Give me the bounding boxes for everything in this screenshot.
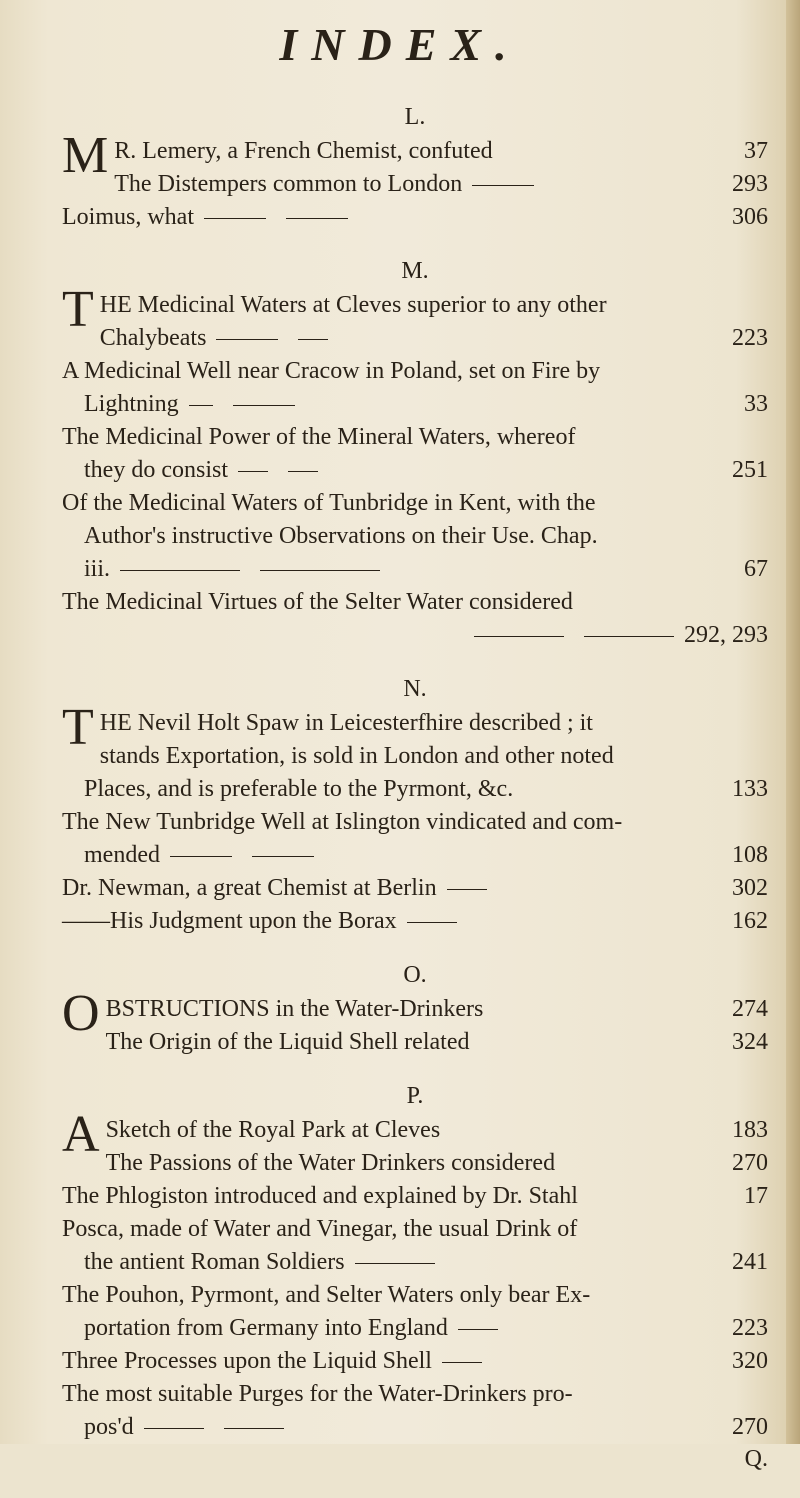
index-entry [62, 487, 768, 586]
page-header: INDEX. [279, 19, 521, 70]
entry-line: mended [84, 842, 160, 868]
page-number: 108 [732, 842, 768, 868]
entry-text: The Phlogiston introduced and explained by Dr. Stahl [62, 1183, 578, 1209]
page-number: 67 [744, 556, 768, 582]
page-number: 241 [732, 1249, 768, 1275]
section-o [62, 962, 768, 1059]
page-number: 37 [744, 138, 768, 164]
page-number: 324 [732, 1029, 768, 1055]
section-letter: M. [401, 258, 429, 284]
entry-line: The New Tunbridge Well at Islington vindicated and com- [62, 809, 623, 835]
page-number: 293 [732, 171, 768, 197]
entry-line: HE Medicinal Waters at Cleves superior to any other [99, 292, 607, 318]
index-entry [62, 1147, 768, 1180]
entry-line: Chalybeats [99, 325, 207, 351]
page-number: 251 [732, 457, 768, 483]
section-letter: N. [403, 676, 427, 702]
entry-text: The Distempers common to London [114, 171, 463, 197]
index-entry [62, 201, 768, 234]
entry-line: iii. [84, 556, 111, 582]
entry-line: The Medicinal Virtues of the Selter Water considered [62, 589, 573, 615]
index-entry [62, 1279, 768, 1345]
entry-text: The Passions of the Water Drinkers considered [105, 1150, 556, 1176]
section-letter: L. [404, 104, 426, 130]
entry-line: stands Exportation, is sold in London and other noted [99, 743, 614, 769]
entry-line: Author's instructive Observations on their Use. Chap. [84, 523, 598, 549]
page-number: 270 [732, 1414, 768, 1440]
section-letter: P. [406, 1083, 424, 1109]
entry-text: Dr. Newman, a great Chemist at Berlin [62, 875, 437, 901]
index-entry [62, 168, 768, 201]
index-entry [62, 586, 768, 652]
entry-line: Lightning [84, 391, 179, 417]
entry-line: portation from Germany into England [84, 1315, 448, 1341]
section-letter: O. [403, 962, 427, 988]
index-entry [62, 872, 768, 905]
index-entry [62, 1026, 768, 1059]
section-n [62, 676, 768, 938]
drop-capital: A [62, 1106, 100, 1163]
entry-text: Three Processes upon the Liquid Shell [62, 1348, 432, 1374]
entry-line: Posca, made of Water and Vinegar, the usual Drink of [62, 1216, 578, 1242]
entry-line: The Pouhon, Pyrmont, and Selter Waters only bear Ex- [62, 1282, 591, 1308]
page-number: 320 [732, 1348, 768, 1374]
entry-line: The most suitable Purges for the Water-Drinkers pro- [62, 1381, 573, 1407]
entry-line: Places, and is preferable to the Pyrmont, &c. [84, 776, 514, 802]
page-number: 223 [732, 325, 768, 351]
section-l [62, 104, 768, 234]
entry-line: they do consist [84, 457, 228, 483]
entry-line: the antient Roman Soldiers [84, 1249, 345, 1275]
drop-capital: M [62, 127, 109, 184]
index-entry [62, 281, 768, 355]
index-entry [62, 806, 768, 872]
entry-line: HE Nevil Holt Spaw in Leicesterfhire described ; it [99, 710, 593, 736]
entry-text: BSTRUCTIONS in the Water-Drinkers [105, 996, 484, 1022]
page-number: 162 [732, 908, 768, 934]
drop-capital: O [62, 985, 100, 1042]
page-number: 223 [732, 1315, 768, 1341]
index-entry [62, 421, 768, 487]
index-entry [62, 355, 768, 421]
entry-text: R. Lemery, a French Chemist, confuted [114, 138, 493, 164]
index-entry [62, 1213, 768, 1279]
page-number: 302 [732, 875, 768, 901]
page-number: 274 [732, 996, 768, 1022]
section-p [62, 1083, 768, 1474]
index-content [62, 104, 768, 1498]
drop-capital: T [62, 281, 94, 338]
entry-text: Loimus, what [62, 204, 194, 230]
index-entry [62, 1180, 768, 1213]
page-edge [786, 0, 800, 1444]
index-entry [62, 1378, 768, 1444]
index-entry [62, 699, 768, 806]
page-number: 33 [744, 391, 768, 417]
entry-text: The Origin of the Liquid Shell related [105, 1029, 470, 1055]
catchword: Q. [744, 1446, 768, 1472]
index-entry [62, 1345, 768, 1378]
entry-line: A Medicinal Well near Cracow in Poland, set on Fire by [62, 358, 601, 384]
entry-line: pos'd [84, 1414, 134, 1440]
page-number: 17 [744, 1183, 768, 1209]
entry-line: The Medicinal Power of the Mineral Waters, whereof [62, 424, 576, 450]
page-number: 183 [732, 1117, 768, 1143]
page-number: 292, 293 [684, 622, 768, 648]
page-number: 270 [732, 1150, 768, 1176]
entry-line: Of the Medicinal Waters of Tunbridge in Kent, with the [62, 490, 596, 516]
section-m [62, 258, 768, 652]
page-number: 133 [732, 776, 768, 802]
index-entry [62, 905, 768, 938]
page-number: 306 [732, 204, 768, 230]
entry-text: ——His Judgment upon the Borax [62, 908, 397, 934]
drop-capital: T [62, 699, 94, 756]
entry-text: Sketch of the Royal Park at Cleves [105, 1117, 441, 1143]
